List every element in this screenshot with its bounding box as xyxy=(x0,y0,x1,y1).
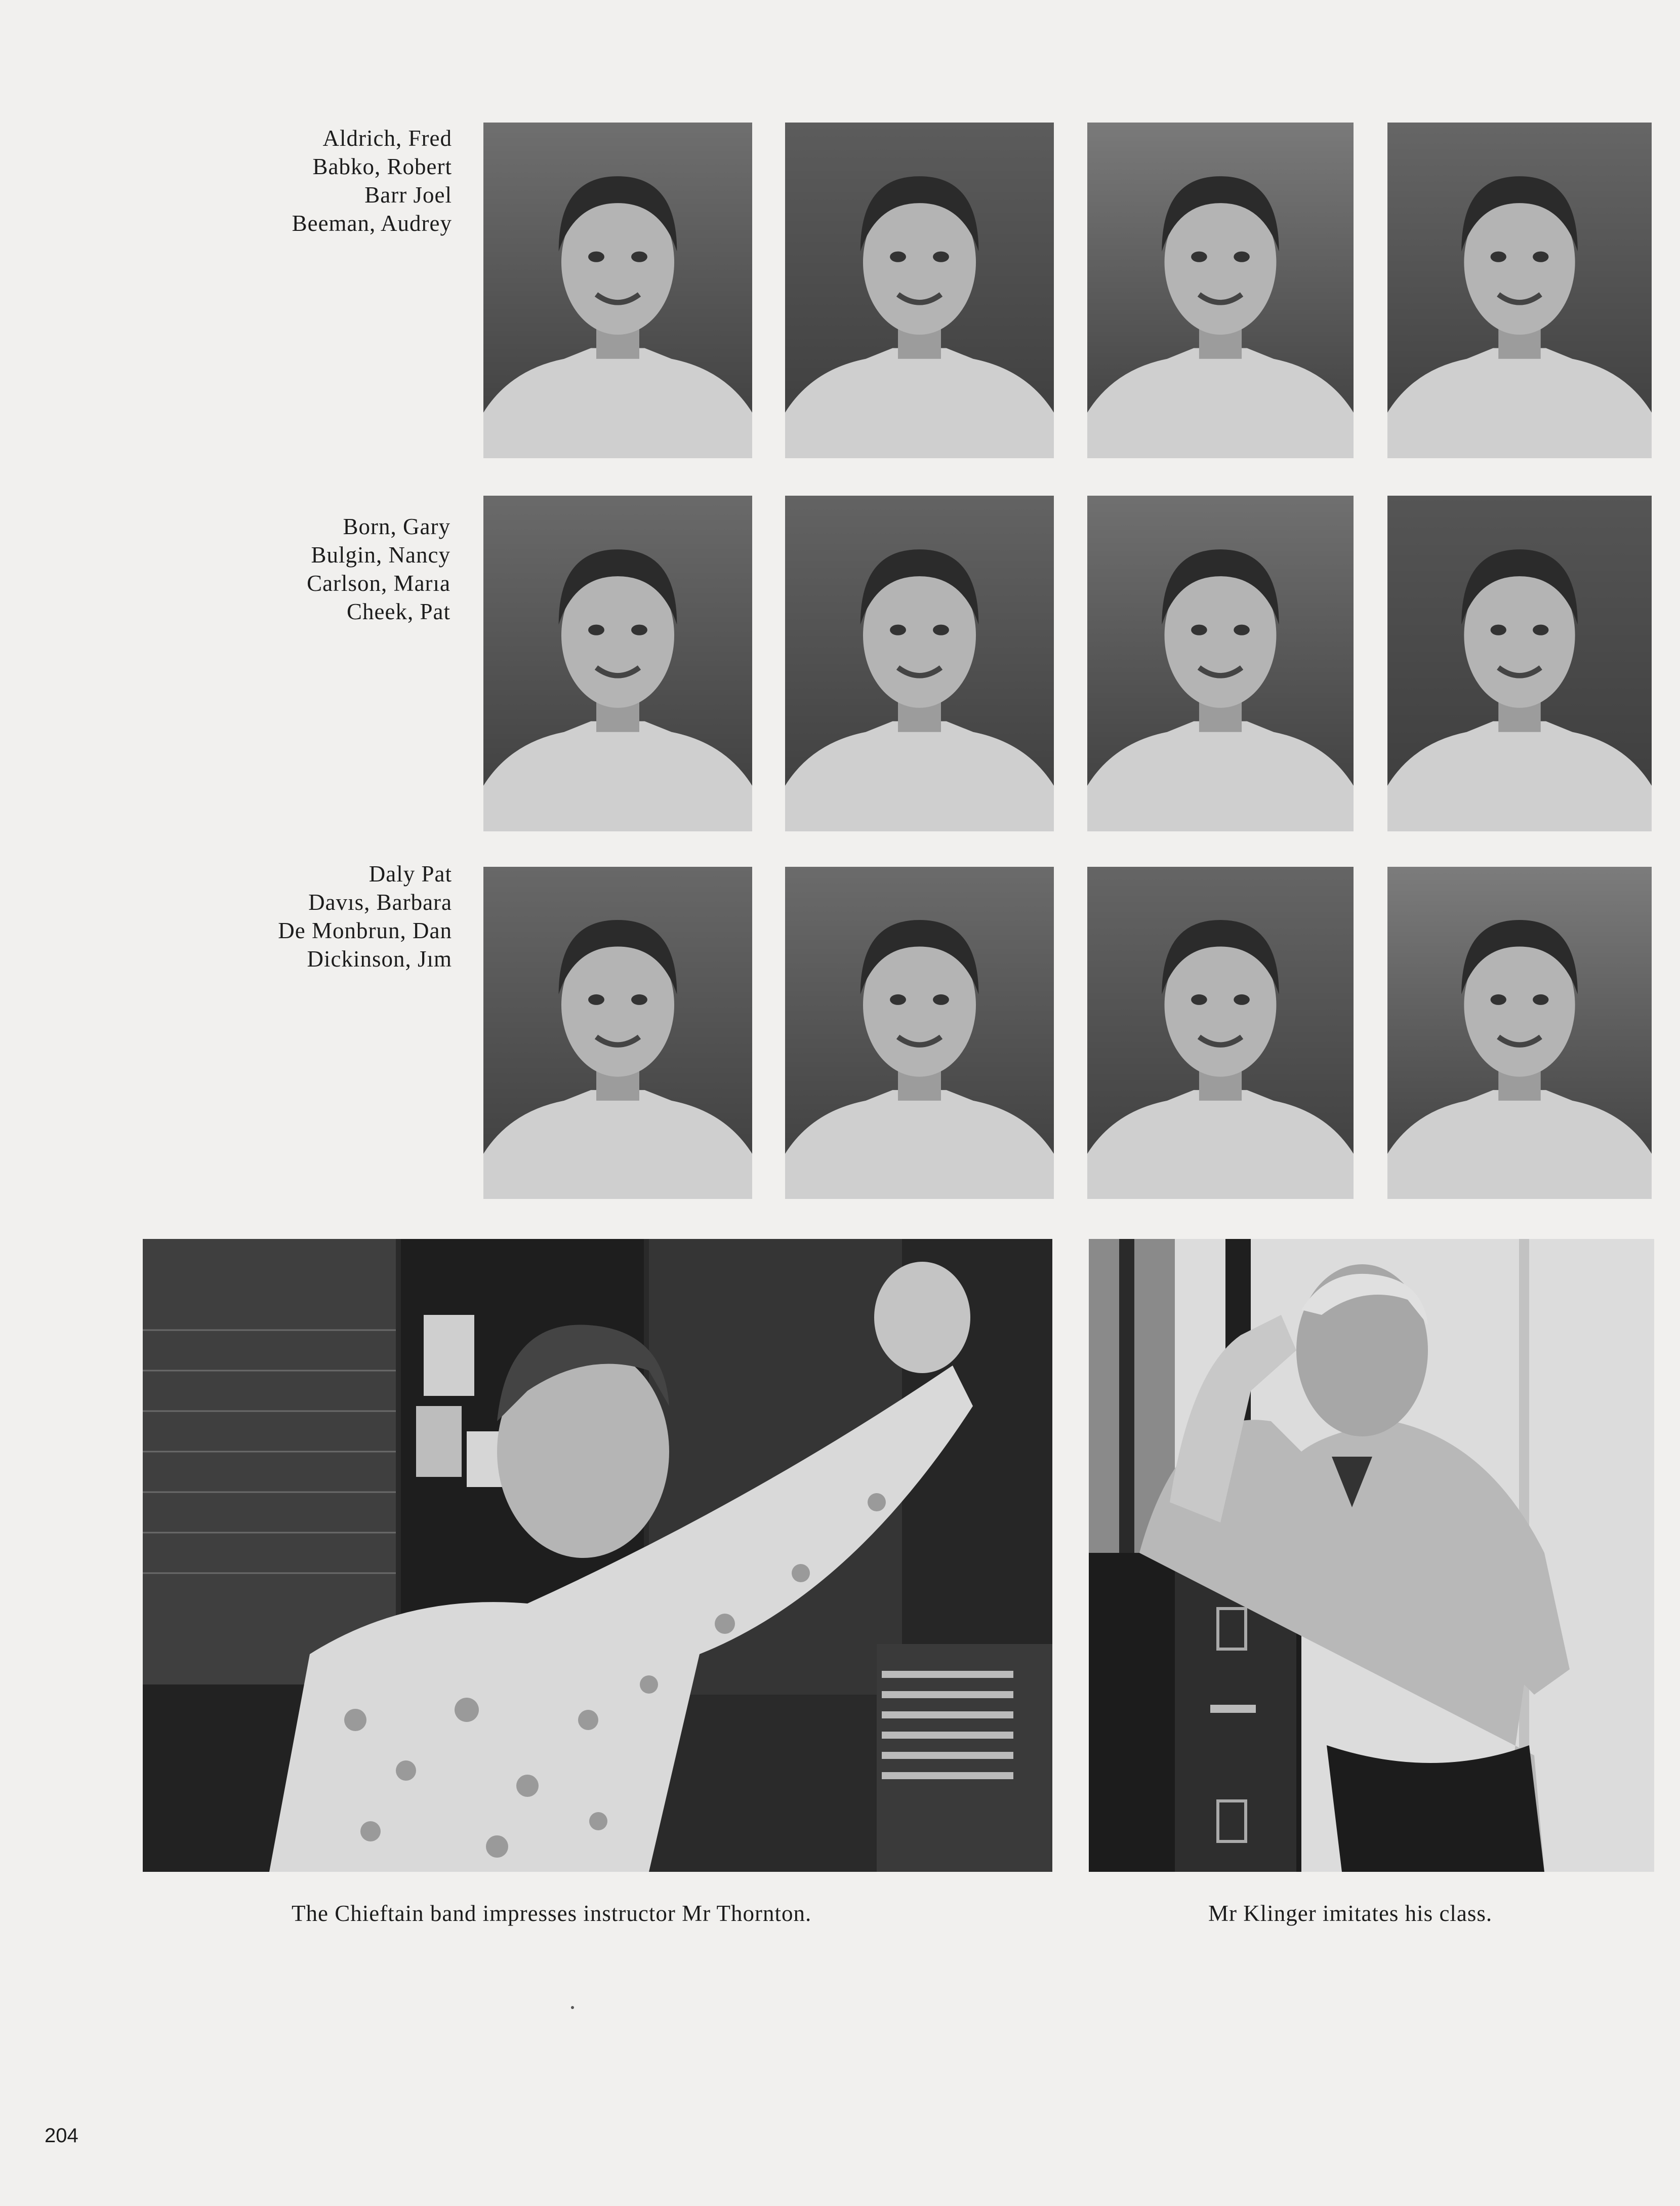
name-list-row-1 xyxy=(292,124,452,237)
band-instructor-photo xyxy=(143,1239,1052,1872)
teacher-name: Beeman, Audrey xyxy=(292,211,452,236)
photo-caption-band: The Chieftain band impresses instructor Mr Thornton. xyxy=(292,1901,812,1926)
teacher-portrait xyxy=(483,123,752,458)
teacher-name: Born, Gary xyxy=(343,514,450,539)
teacher-portrait xyxy=(1387,867,1652,1199)
teacher-portrait xyxy=(1087,496,1354,831)
teacher-portrait xyxy=(1387,123,1652,458)
teacher-name: De Monbrun, Dan xyxy=(278,918,452,943)
teacher-name: Bulgin, Nancy xyxy=(311,542,450,568)
teacher-portrait xyxy=(483,867,752,1199)
teacher-name: Aldrich, Fred xyxy=(322,126,452,151)
teacher-portrait xyxy=(483,496,752,831)
klinger-photo xyxy=(1089,1239,1654,1872)
teacher-name: Carlson, Marıa xyxy=(307,571,450,596)
teacher-name: Cheek, Pat xyxy=(347,599,450,624)
teacher-portrait xyxy=(785,496,1054,831)
page-number: 204 xyxy=(45,2124,78,2147)
print-speck xyxy=(571,2006,574,2009)
teacher-portrait xyxy=(1087,123,1354,458)
teacher-name: Barr Joel xyxy=(364,182,452,208)
photo-caption-klinger: Mr Klinger imitates his class. xyxy=(1208,1901,1493,1926)
teacher-portrait xyxy=(1087,867,1354,1199)
name-list-row-2 xyxy=(307,512,450,626)
teacher-portrait xyxy=(1387,496,1652,831)
teacher-name: Davıs, Barbara xyxy=(308,890,452,915)
teacher-portrait xyxy=(785,123,1054,458)
teacher-name: Dickinson, Jım xyxy=(307,946,452,972)
teacher-name: Babko, Robert xyxy=(312,154,452,179)
name-list-row-3 xyxy=(278,860,452,973)
teacher-name: Daly Pat xyxy=(368,861,452,887)
teacher-portrait xyxy=(785,867,1054,1199)
